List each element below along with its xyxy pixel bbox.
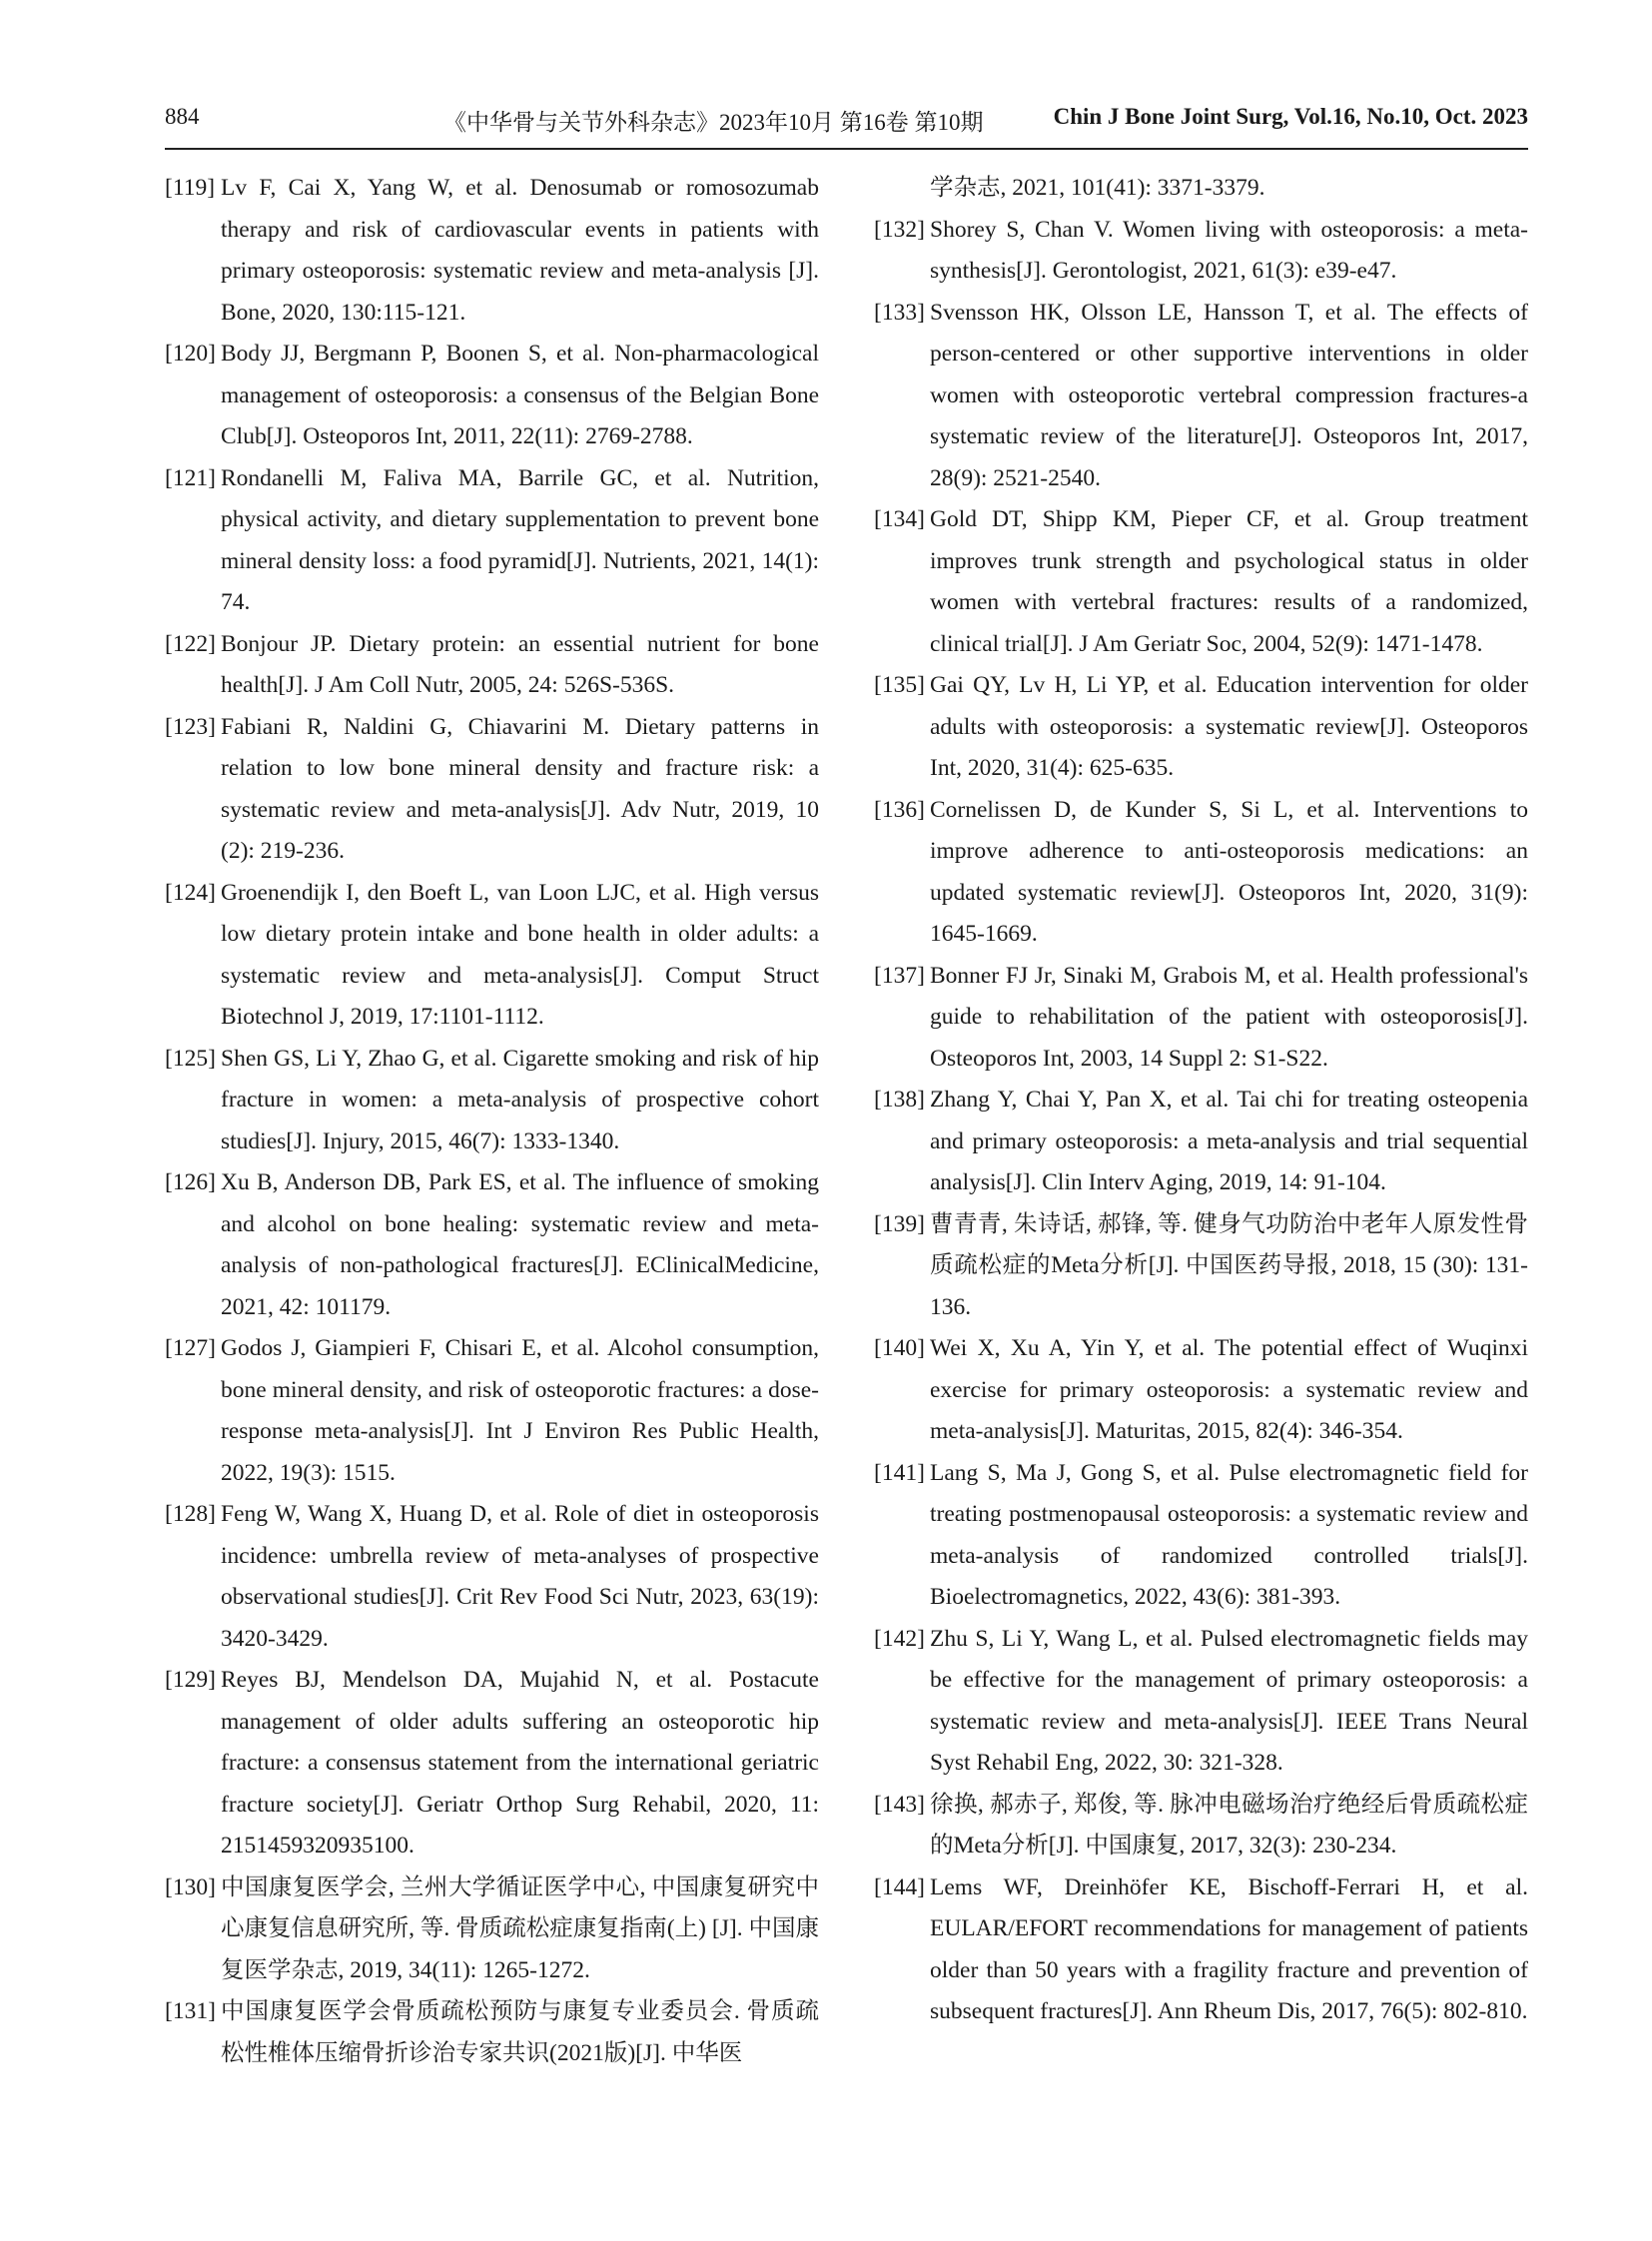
references-right-column	[874, 168, 1528, 2033]
reference-item	[874, 1453, 1528, 1619]
reference-item	[165, 168, 819, 334]
reference-item	[165, 1494, 819, 1660]
reference-text: Gai QY, Lv H, Li YP, et al. Education intervention for older adults with osteoporosis: a systematic review[J]. Osteoporos Int, 2020, 31(4): 625-635.	[930, 672, 1528, 781]
reference-item	[874, 210, 1528, 293]
reference-number: [124]	[165, 879, 216, 906]
reference-item	[874, 956, 1528, 1081]
reference-text: Xu B, Anderson DB, Park ES, et al. The influence of smoking and alcohol on bone healing: systematic review and meta-analysis of non-pathological fractures[J]. EClinicalMedicine, 2021, 42: 101179.	[221, 1169, 819, 1320]
reference-text: Groenendijk I, den Boeft L, van Loon LJC, et al. High versus low dietary protein intake and bone health in older adults: a systematic review and meta-analysis[J]. Comput Struct Biotechnol J, 2019, 17:1101-1112.	[221, 879, 819, 1030]
reference-item	[165, 707, 819, 873]
reference-item	[874, 1080, 1528, 1204]
reference-text: Zhu S, Li Y, Wang L, et al. Pulsed electromagnetic fields may be effective for the management of primary osteoporosis: a systematic review and meta-analysis[J]. IEEE Trans Neural Syst Rehabil Eng, 2022, 30: 321-328.	[930, 1625, 1528, 1776]
reference-item	[874, 790, 1528, 956]
reference-number: [137]	[874, 962, 925, 989]
reference-text: Bonjour JP. Dietary protein: an essential nutrient for bone health[J]. J Am Coll Nutr, 2005, 24: 526S-536S.	[221, 630, 819, 698]
reference-item	[874, 293, 1528, 500]
reference-number: [141]	[874, 1459, 925, 1486]
reference-text: 曹青青, 朱诗话, 郝锋, 等. 健身气功防治中老年人原发性骨质疏松症的Meta分析[J]. 中国医药导报, 2018, 15 (30): 131-136.	[930, 1210, 1528, 1320]
reference-text: Shorey S, Chan V. Women living with osteoporosis: a meta-synthesis[J]. Gerontologist, 2021, 61(3): e39-e47.	[930, 216, 1528, 284]
reference-number: [135]	[874, 672, 925, 698]
reference-number: [127]	[165, 1335, 216, 1361]
reference-item	[165, 873, 819, 1039]
running-header	[165, 96, 1528, 150]
journal-title-english: Chin J Bone Joint Surg, Vol.16, No.10, Oct. 2023	[1053, 104, 1528, 129]
reference-number: [142]	[874, 1625, 925, 1652]
reference-number: [130]	[165, 1873, 216, 1900]
reference-item	[874, 1868, 1528, 2033]
reference-number: [129]	[165, 1667, 216, 1693]
reference-text: Wei X, Xu A, Yin Y, et al. The potential effect of Wuqinxi exercise for primary osteoporosis: a systematic review and meta-analysis[J]. Maturitas, 2015, 82(4): 346-354.	[930, 1335, 1528, 1444]
reference-item	[165, 1162, 819, 1328]
reference-number: [122]	[165, 630, 216, 657]
reference-number: [125]	[165, 1045, 216, 1072]
reference-item	[165, 1328, 819, 1494]
reference-text: 徐换, 郝赤子, 郑俊, 等. 脉冲电磁场治疗绝经后骨质疏松症的Meta分析[J]. 中国康复, 2017, 32(3): 230-234.	[930, 1791, 1528, 1859]
reference-text: Reyes BJ, Mendelson DA, Mujahid N, et al. Postacute management of older adults suffering an osteoporotic hip fracture: a consensus statement from the international geriatric fracture society[J]. Geriatr Orthop Surg Rehabil, 2020, 11: 2151459320935100.	[221, 1667, 819, 1859]
reference-item	[165, 458, 819, 624]
reference-item	[165, 334, 819, 458]
reference-item	[874, 499, 1528, 665]
reference-number: [143]	[874, 1791, 925, 1818]
reference-text: Zhang Y, Chai Y, Pan X, et al. Tai chi for treating osteopenia and primary osteoporosis: a meta-analysis and trial sequential analysis[J]. Clin Interv Aging, 2019, 14: 91-104.	[930, 1087, 1528, 1195]
reference-continuation	[874, 168, 1528, 210]
reference-number: [126]	[165, 1169, 216, 1195]
reference-number: [139]	[874, 1210, 925, 1237]
reference-number: [136]	[874, 796, 925, 823]
reference-number: [123]	[165, 713, 216, 740]
reference-text: Shen GS, Li Y, Zhao G, et al. Cigarette smoking and risk of hip fracture in women: a meta-analysis of prospective cohort studies[J]. Injury, 2015, 46(7): 1333-1340.	[221, 1045, 819, 1154]
reference-text: Lv F, Cai X, Yang W, et al. Denosumab or romosozumab therapy and risk of cardiovascular events in patients with primary osteoporosis: systematic review and meta-analysis [J]. Bone, 2020, 130:115-121.	[221, 175, 819, 326]
reference-item	[874, 1328, 1528, 1453]
reference-number: [128]	[165, 1501, 216, 1527]
reference-text: Body JJ, Bergmann P, Boonen S, et al. Non-pharmacological management of osteoporosis: a consensus of the Belgian Bone Club[J]. Osteoporos Int, 2011, 22(11): 2769-2788.	[221, 341, 819, 449]
reference-number: [121]	[165, 464, 216, 491]
journal-title-chinese: 《中华骨与关节外科杂志》2023年10月 第16卷 第10期	[443, 110, 984, 135]
page-number: 884	[165, 104, 200, 129]
reference-number: [140]	[874, 1335, 925, 1361]
reference-text: Godos J, Giampieri F, Chisari E, et al. Alcohol consumption, bone mineral density, and risk of osteoporotic fractures: a dose-response meta-analysis[J]. Int J Environ Res Public Health, 2022, 19(3): 1515.	[221, 1335, 819, 1486]
reference-text: Bonner FJ Jr, Sinaki M, Grabois M, et al. Health professional's guide to rehabilitation of the patient with osteoporosis[J]. Osteoporos Int, 2003, 14 Suppl 2: S1-S22.	[930, 962, 1528, 1072]
reference-item	[874, 1619, 1528, 1785]
reference-item	[165, 1039, 819, 1163]
reference-item	[874, 1785, 1528, 1868]
reference-text: Feng W, Wang X, Huang D, et al. Role of diet in osteoporosis incidence: umbrella review of meta-analyses of prospective observational studies[J]. Crit Rev Food Sci Nutr, 2023, 63(19): 3420-3429.	[221, 1501, 819, 1652]
reference-number: [133]	[874, 299, 925, 326]
reference-text: Cornelissen D, de Kunder S, Si L, et al. Interventions to improve adherence to anti-osteoporosis medications: an updated systematic review[J]. Osteoporos Int, 2020, 31(9): 1645-1669.	[930, 796, 1528, 947]
reference-item	[165, 624, 819, 707]
reference-text: Rondanelli M, Faliva MA, Barrile GC, et al. Nutrition, physical activity, and dietary supplementation to prevent bone mineral density loss: a food pyramid[J]. Nutrients, 2021, 14(1): 74.	[221, 464, 819, 615]
reference-text: 中国康复医学会骨质疏松预防与康复专业委员会. 骨质疏松性椎体压缩骨折诊治专家共识(2021版)[J]. 中华医	[221, 1998, 819, 2066]
reference-number: [138]	[874, 1087, 925, 1113]
reference-number: [134]	[874, 506, 925, 532]
reference-item	[874, 665, 1528, 790]
reference-number: [131]	[165, 1998, 216, 2024]
reference-text: 学杂志, 2021, 101(41): 3371-3379.	[930, 175, 1265, 201]
references-left-column	[165, 168, 819, 2074]
reference-number: [144]	[874, 1873, 925, 1900]
reference-item	[165, 1660, 819, 1868]
reference-number: [132]	[874, 216, 925, 243]
reference-text: Fabiani R, Naldini G, Chiavarini M. Dietary patterns in relation to low bone mineral density and fracture risk: a systematic review and meta-analysis[J]. Adv Nutr, 2019, 10 (2): 219-236.	[221, 713, 819, 864]
reference-text: 中国康复医学会, 兰州大学循证医学中心, 中国康复研究中心康复信息研究所, 等. 骨质疏松症康复指南(上) [J]. 中国康复医学杂志, 2019, 34(11): 1265-1272.	[221, 1873, 819, 1983]
reference-item	[165, 1868, 819, 1992]
reference-number: [120]	[165, 341, 216, 367]
reference-item	[874, 1204, 1528, 1329]
reference-text: Gold DT, Shipp KM, Pieper CF, et al. Group treatment improves trunk strength and psychological status in older women with vertebral fractures: results of a randomized, clinical trial[J]. J Am Geriatr Soc, 2004, 52(9): 1471-1478.	[930, 506, 1528, 657]
reference-text: Lems WF, Dreinhöfer KE, Bischoff-Ferrari H, et al. EULAR/EFORT recommendations for management of patients older than 50 years with a fragility fracture and prevention of subsequent fractures[J]. Ann Rheum Dis, 2017, 76(5): 802-810.	[930, 1873, 1528, 2024]
reference-text: Svensson HK, Olsson LE, Hansson T, et al. The effects of person-centered or other supportive interventions in older women with osteoporotic vertebral compression fractures-a systematic review of the literature[J]. Osteoporos Int, 2017, 28(9): 2521-2540.	[930, 299, 1528, 491]
reference-text: Lang S, Ma J, Gong S, et al. Pulse electromagnetic field for treating postmenopausal osteoporosis: a systematic review and meta-analysis of randomized controlled trials[J]. Bioelectromagnetics, 2022, 43(6): 381-393.	[930, 1459, 1528, 1610]
reference-item	[165, 1991, 819, 2074]
reference-number: [119]	[165, 175, 216, 201]
